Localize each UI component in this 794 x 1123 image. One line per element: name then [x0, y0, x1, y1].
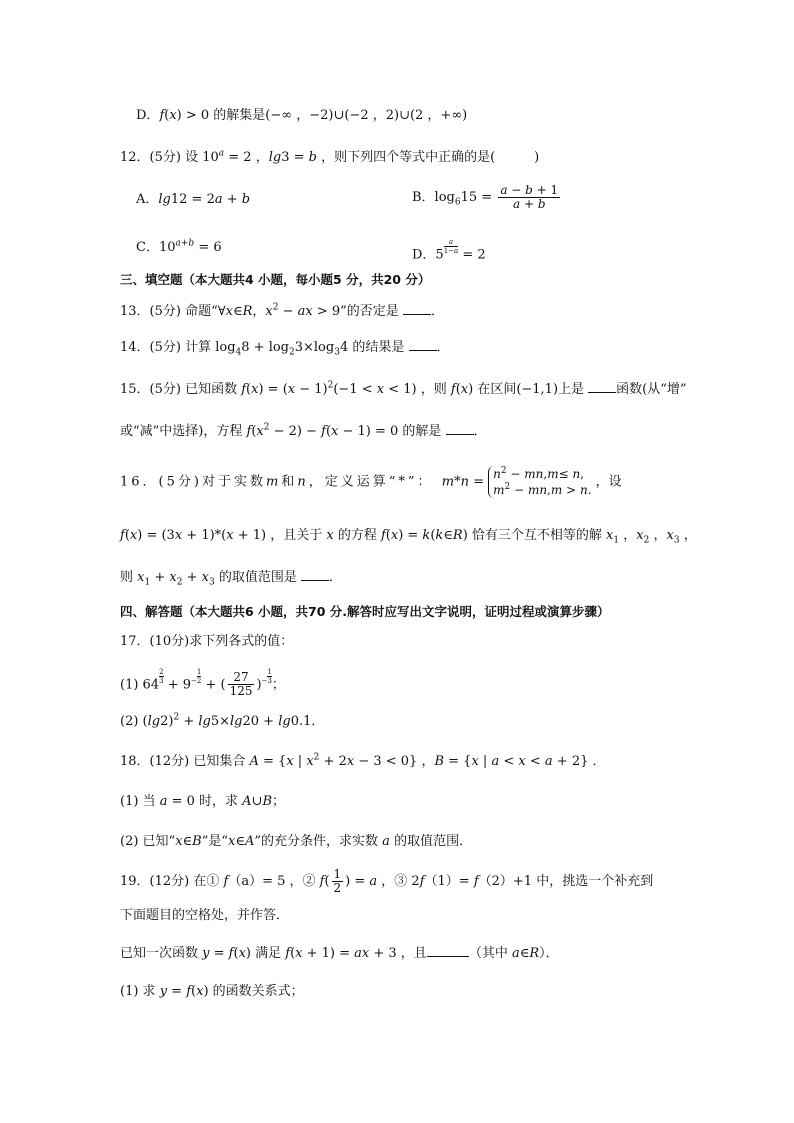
section-4-heading: 四、解答题（本大题共6 小题，共70 分.解答时应写出文字说明，证明过程或演算步骤）	[120, 604, 610, 619]
q19-line-2: 下面题目的空格处，并作答．	[120, 908, 290, 923]
q18-stem: 18．(12分) 已知集合 A = {x | $x^2 + 2x - 3 < 0$} ，B = {x | a < x < a + 2} ．	[120, 752, 606, 769]
q14: 14．(5分) 计算 $\log_48 + \log_23\times\log_34$ 的结果是 ．	[120, 340, 450, 358]
q12-option-a: A．lg12 = 2a + b	[136, 192, 251, 207]
section-3-heading: 三、填空题（本大题共4 小题，每小题5 分，共20 分）	[120, 272, 431, 287]
q12-option-d: D．5 $\frac{a}{1-a} = 2$	[412, 238, 486, 263]
q19-line-3: 已知一次函数 y = f(x) 满足 f(x + 1) = ax + 3 ，且 （其中 a∈R）．	[120, 946, 559, 961]
q12-option-c: C．$10^{a+b} = 6$	[136, 238, 222, 255]
q16-line-1: 16．(5分)对于实数m和n，定义运算“*”： $m*n = n^2 - mn,m\le n$, $m^2 - mn,m > n$. ，设	[120, 466, 622, 497]
q19-line-1: 19．(12分) 在① f（a）= 5 ，② f( $\frac{1}{2}$ ) = a ，③ 2f（1）= f（2）+1 中，挑选一个补充到	[120, 867, 654, 895]
q15-line-1: 15．(5分) 已知函数 $f(x) = (x - 1)^2(-1 < x < 1)$ ，则 f(x) 在区间(−1,1)上是 函数(从“增”	[120, 380, 687, 397]
q17-stem: 17．(10分)求下列各式的值：	[120, 634, 294, 649]
q17-part-2: (2) $(\lg 2)^2 + \lg 5\times\lg 20 + \lg 0.1$．	[120, 712, 325, 729]
q17-part-1: (1) 64 $\frac{2}{3} + 9-$ $\frac{1}{2}$ + ( $\frac{27}{125}$ )− $\frac{1}{3}$；	[120, 668, 285, 699]
q12-stem: 12．(5分) 设 $10^a = 2$ ，lg3 = b ，则下列四个等式中正确的是( )	[120, 148, 540, 165]
q19-part-1: (1) 求 y = f(x) 的函数关系式；	[120, 984, 304, 999]
q16-line-3: 则 $x_1 + x_2 + x_3$ 的取值范围是 ．	[120, 570, 342, 588]
q13: 13．(5分) 命题“∀x∈R，$x^2$ − ax > 9”的否定是 ．	[120, 302, 444, 319]
q18-part-1: (1) 当 a = 0 时，求 A∪B；	[120, 794, 286, 809]
q12-option-b: B．$\log_615$ = $\frac{a - b + 1}{a + b}$	[412, 183, 559, 211]
q11-option-d: D．f(x) > 0 的解集是(−∞ ，−2)∪(−2 ，2)∪(2 ，+∞)	[136, 108, 468, 123]
q16-line-2: f(x) = (3x + 1)*(x + 1) ，且关于 x 的方程 f(x) = k(k∈R) 恰有三个互不相等的解 $x_1$ ，$x_2$ ，$x_3$ ，	[120, 528, 697, 546]
q15-line-2: 或“减”中选择)，方程 $f(x^2 - 2) - f(x - 1) = 0$ 的解是 ．	[120, 422, 487, 439]
q18-part-2: (2) 已知“x∈B”是“x∈A”的充分条件，求实数 a 的取值范围．	[120, 834, 473, 849]
